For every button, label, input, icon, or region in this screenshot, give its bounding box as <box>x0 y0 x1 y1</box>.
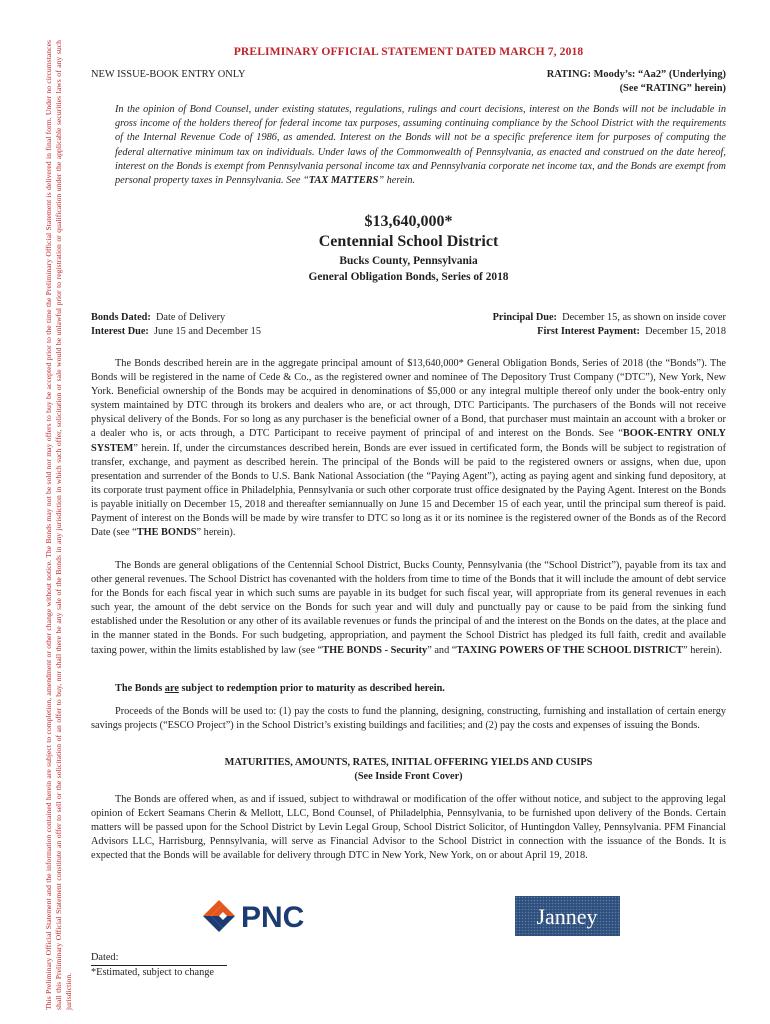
estimated-footnote: *Estimated, subject to change <box>91 967 214 978</box>
rating-line: RATING: Moody’s: “Aa2” (Underlying) <box>546 69 726 80</box>
p3-emphasis: are <box>164 683 179 694</box>
maturities-heading <box>91 756 726 784</box>
opinion-text: In the opinion of Bond Counsel, under existing statutes, regulations, rulings and court decisions, interest on the Bonds will not be includable in gross income of the holders thereof for federal income tax purposes, assuming continuing compliance by the School District with the requirements of the Internal Revenue Code of 1986, as amended. Interest on the Bonds will not be a specific preference item for purposes of computing the federal alternative minimum tax on individuals. Under laws of the Commonwealth of Pennsylvania, as enacted and construed on the date hereof, interest on the Bonds is exempt from Pennsylvania personal income tax and Pennsylvania corporate net income tax, and the Bonds are exempt from personal property taxes in Pennsylvania. See “ <box>115 104 726 187</box>
issue-type: NEW ISSUE-BOOK ENTRY ONLY <box>91 69 246 80</box>
p1-text-c: ” herein). <box>196 527 236 539</box>
opinion-reference: TAX MATTERS <box>308 175 379 187</box>
p3-text-a: The Bonds <box>115 683 165 694</box>
bonds-description-paragraph <box>91 357 726 540</box>
offering-paragraph: The Bonds are offered when, as and if issued, subject to withdrawal or modification of the offer without notice, and subject to the approving legal opinion of Eckert Seamans Cherin & Mellott, LLC, Bond Counsel, of Philadelphia, Pennsylvania, to be furnished upon delivery of the Bonds. Certain matters will be passed upon for the School District by Levin Legal Group, School District Solicitor, of Huntingdon Valley, Pennsylvania. PFM Financial Advisors LLC, Harrisburg, Pennsylvania, will serve as Financial Advisor to the School District in connection with the issuance of the Bonds. It is expected that the Bonds will be available for delivery through DTC in New York, New York, on or about April 19, 2018. <box>91 794 726 862</box>
bond-counsel-opinion <box>115 103 726 188</box>
janney-logo <box>515 896 620 936</box>
interest-due-label: Interest Due: <box>91 326 149 338</box>
dated-label: Dated: <box>91 952 119 963</box>
janney-wordmark: Janney <box>536 904 598 929</box>
dated-signature-line <box>91 965 227 966</box>
maturities-title: MATURITIES, AMOUNTS, RATES, INITIAL OFFERING YIELDS AND CUSIPS <box>224 757 593 768</box>
p2-text-c: ” herein). <box>683 644 722 656</box>
maturities-reference: (See Inside Front Cover) <box>354 771 463 783</box>
bonds-dated-label: Bonds Dated: <box>91 312 151 323</box>
redemption-statement <box>91 682 726 696</box>
side-disclaimer: This Preliminary Official Statement and the information contained herein are subject to completion, amendment or other change without notice. The Bonds may not be sold nor may offers to buy be accepted prior to the time the Preliminary Official Statement is delivered in final form. Under no circumstances shall this Preliminary Official Statement constitute an offer to sell or the solicitation of an offer to buy, nor shall there be any sale of the Bonds in any jurisdiction in which such offer, solicitation or sale would be unlawful prior to registration or qualification under the applicable securities laws of any such jurisdiction. <box>44 40 73 1010</box>
p1-text-a: The Bonds described herein are in the aggregate principal amount of $13,640,000* General Obligation Bonds, Series of 2018 (the “Bonds”). The Bonds will be registered in the name of Cede & Co., as the registered owner and nominee of The Depository Trust Company (“DTC”), New York, New York. Beneficial ownership of the Bonds may be acquired in denominations of $5,000 or any integral multiple thereof only under the book-entry only system maintained by DTC through its brokers and dealers who are, or act through, DTC Participants. The purchasers of the Bonds will not receive physical delivery of the Bonds. For so long as any purchaser is the beneficial owner of a Bond, that purchaser must maintain an account with a broker or a dealer who is, or acts through, a DTC Participant to receive payment of principal of and interest on the Bonds. See “ <box>91 358 726 440</box>
p2-text-a: The Bonds are general obligations of the Centennial School District, Bucks County, Pennsylvania (the “School District”), payable from its tax and other general revenues. The School District has covenanted with the holders from time to time of the Bonds that it will include the amount of debt service for the Bonds for each fiscal year in which such sums are payable in its budget for such fiscal year, will appropriate from its general revenues in each such year, the amount of the debt service on the Bonds for such year and will duly and punctually pay or cause to be paid from the sinking fund established under the Resolution or any other of its available revenues or funds the principal of and the interest on the Bonds on the dates, at the place and in the manner stated in the Bonds. For such budgeting, appropriation, and payment the School District has pledged its full faith, credit and available taxing power, within the limits established by law (see “ <box>91 560 726 656</box>
dates-right <box>493 311 726 339</box>
rating-block <box>547 68 726 96</box>
first-interest-value: December 15, 2018 <box>645 326 726 338</box>
p2-reference-security: THE BONDS - Security <box>322 644 428 656</box>
bonds-dated-value: Date of Delivery <box>155 312 226 323</box>
pnc-triangle-icon <box>203 900 235 932</box>
p1-reference-book-entry: BOOK-ENTRY ONLY SYSTEM <box>91 428 726 454</box>
principal-due-value: December 15, as shown on inside cover <box>562 312 726 323</box>
preliminary-heading: PRELIMINARY OFFICIAL STATEMENT DATED MARCH 7, 2018 <box>233 45 584 58</box>
use-of-proceeds-paragraph: Proceeds of the Bonds will be used to: (1) pay the costs to fund the planning, designing, constructing, furnishing and installation of certain energy savings projects (“ESCO Project”) in the School District’s existing buildings and facilities; and (2) pay the costs and expenses of issuing the Bonds. <box>91 706 726 732</box>
issuer-county: Bucks County, Pennsylvania <box>339 255 478 267</box>
opinion-tail: ” herein. <box>378 175 416 187</box>
p1-text-b: ” herein. If, under the circumstances described herein, Bonds are ever issued in certificated form, the Bonds will be subject to registration of transfer, exchange, and payment as described herein. The principal of the Bonds will be paid to the registered owners or assigns, when due, upon presentation and surrender of the Bonds to U.S. Bank National Association (the “Paying Agent”), acting as paying agent and sinking fund depository, at its corporate trust payment office in Philadelphia, Pennsylvania or such other corporate trust office designated by the Paying Agent. Interest on the Bonds is payable initially on December 15, 2018 and thereafter semiannually on June 15 and December 15 of each year, until the principal sum thereof is paid. Payment of interest on the Bonds will be made by wire transfer to DTC so long as it or its nominee is the registered owner of the Bonds as of the Record Date (see “ <box>91 442 726 539</box>
pnc-logo <box>201 898 325 934</box>
p2-text-b: ” and “ <box>427 644 457 656</box>
dates-left <box>91 311 261 339</box>
p2-reference-taxing-powers: TAXING POWERS OF THE SCHOOL DISTRICT <box>456 644 684 656</box>
p3-text-b: subject to redemption prior to maturity as described herein. <box>178 683 445 694</box>
pnc-wordmark: PNC <box>241 901 305 934</box>
interest-due-value: June 15 and December 15 <box>154 326 261 338</box>
security-paragraph <box>91 559 726 658</box>
principal-due-label: Principal Due: <box>492 312 557 323</box>
p1-reference-the-bonds: THE BONDS <box>136 527 197 539</box>
rating-reference: (See “RATING” herein) <box>619 83 726 94</box>
first-interest-label: First Interest Payment: <box>537 326 640 338</box>
principal-amount: $13,640,000* <box>364 213 453 230</box>
bond-series: General Obligation Bonds, Series of 2018 <box>308 271 509 283</box>
issuer-name: Centennial School District <box>318 233 499 250</box>
